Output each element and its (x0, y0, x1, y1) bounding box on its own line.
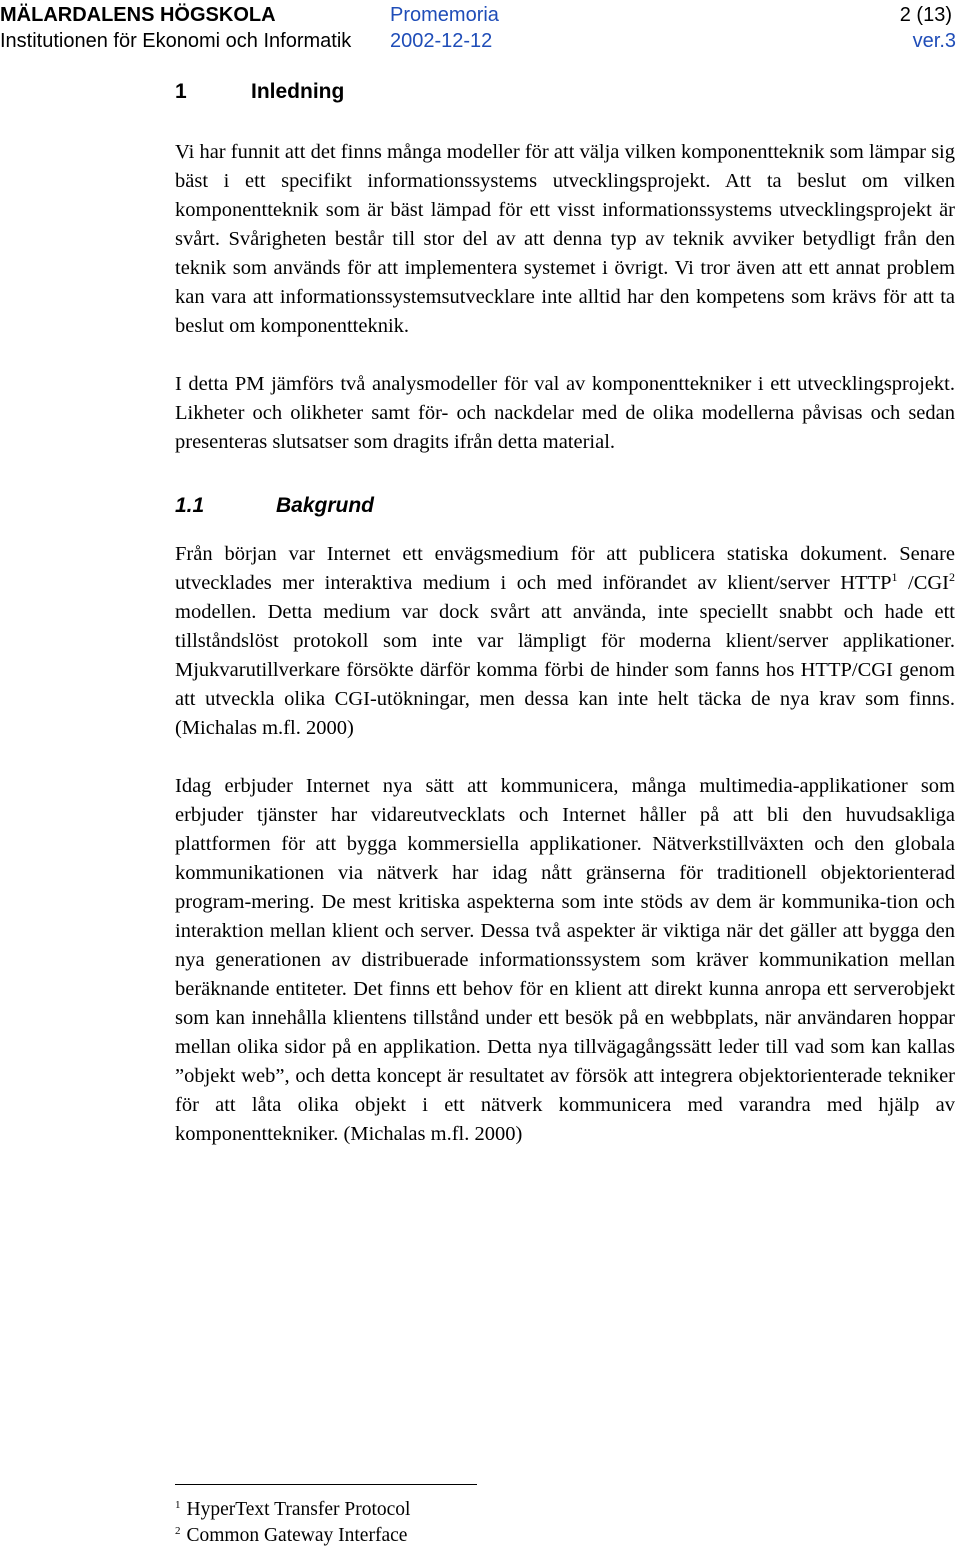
document-type: Promemoria (390, 4, 499, 26)
page-content (175, 74, 955, 1149)
paragraph: Vi har funnit att det finns många modeller för att välja vilken komponentteknik som lämpar sig bäst i ett specifikt informationssystems utvecklingsprojekt. Att ta beslut om vilken komponentteknik som är bäst lämpad för ett visst informationssystems utvecklingsprojekt är svårt. Svårigheten består till stor del av att denna typ av teknik avviker betydligt från den teknik som används för att implementera systemet i övrigt. Vi tror även att ett annat problem kan vara att informationssystemsutvecklare inte alltid har den kompetens som krävs för att ta beslut om komponentteknik. (175, 141, 955, 337)
paragraph (175, 540, 955, 743)
page-header (0, 0, 960, 54)
footnote-marker: 1 (175, 1498, 181, 1511)
section-heading-inledning (175, 74, 955, 110)
footnote-reference[interactable]: 2 (949, 570, 955, 585)
document-date: 2002-12-12 (390, 30, 493, 52)
department-name: Institutionen för Ekonomi och Informatik (0, 30, 352, 52)
footnote-reference[interactable]: 1 (891, 570, 898, 585)
footnotes (175, 1484, 955, 1549)
subsection-number: 1.1 (175, 494, 205, 517)
paragraph: I detta PM jämförs två analysmodeller för val av komponenttekniker i ett utvecklingsprojekt. Likheter och olikheter samt för- och nackdelar med de olika modellerna påvisas och sedan presenteras slutsatser som dragits ifrån detta material. (175, 373, 955, 453)
paragraph: Idag erbjuder Internet nya sätt att kommunicera, många multimedia-applikationer som erbjuder tjänster har vidareutvecklats och Internet håller på att bli den huvudsakliga plattformen för att bygga kommersiella applikationer. Nätverkstillväxten och den globala kommunikationen via nätverk har idag nått gränserna för traditionell objektorienterad program-mering. De mest kritiska aspekterna som inte stöds av dem är kommunika-tion och interaktion mellan klient och server. Dessa två aspekter är viktiga när det gäller att bygga den nya generationen av distribuerade informationssystem som kräver kommunikation mellan beräknande entiteter. Det finns ett behov för en klient att direkt kunna anropa ett serverobjekt som kan innehålla klientens tillstånd under ett besök på en webbplats, när användaren hoppar mellan olika sidor på en applikation. Detta nya tillvägagångssätt leder till vad som kan kallas ”objekt web”, och detta koncept är resultatet av försök att integrera objektorienterade tekniker för att låta olika objekt i ett nätverk kommunicera med varandra med hjälp av komponenttekniker. (Michalas m.fl. 2000) (175, 775, 955, 1145)
subsection-heading-bakgrund (175, 486, 955, 526)
section-number: 1 (175, 80, 187, 103)
paragraph-text: modellen. Detta medium var dock svårt att använda, inte speciellt snabbt och hade ett tillståndslöst protokoll som inte var lämpligt för moderna klient/server applikationer. Mjukvarutillverkare försökte därför komma förbi de hinder som fanns hos HTTP/CGI genom att utveckla olika CGI-utökningar, men dessa kan inte helt täcka de nya krav som finns. (Michalas m.fl. 2000) (175, 601, 955, 739)
document-version: ver.3 (912, 30, 956, 52)
paragraph-text: Från början var Internet ett envägsmedium för att publicera statiska dokument. Senare utvecklades mer interaktiva medium i och med införandet av klient/server HTTP (175, 543, 955, 594)
footnote-text: Common Gateway Interface (186, 1525, 408, 1546)
paragraph-text: /CGI (897, 572, 949, 594)
section-title: Inledning (251, 80, 345, 103)
footnote-marker: 2 (175, 1524, 181, 1537)
subsection-title: Bakgrund (276, 494, 375, 517)
footnote-text: HyperText Transfer Protocol (186, 1499, 411, 1520)
footnote-separator (175, 1484, 477, 1485)
footnote (175, 1497, 955, 1523)
school-name: MÄLARDALENS HÖGSKOLA (0, 4, 276, 26)
page-number: 2 (13) (899, 4, 952, 26)
footnote (175, 1523, 955, 1549)
